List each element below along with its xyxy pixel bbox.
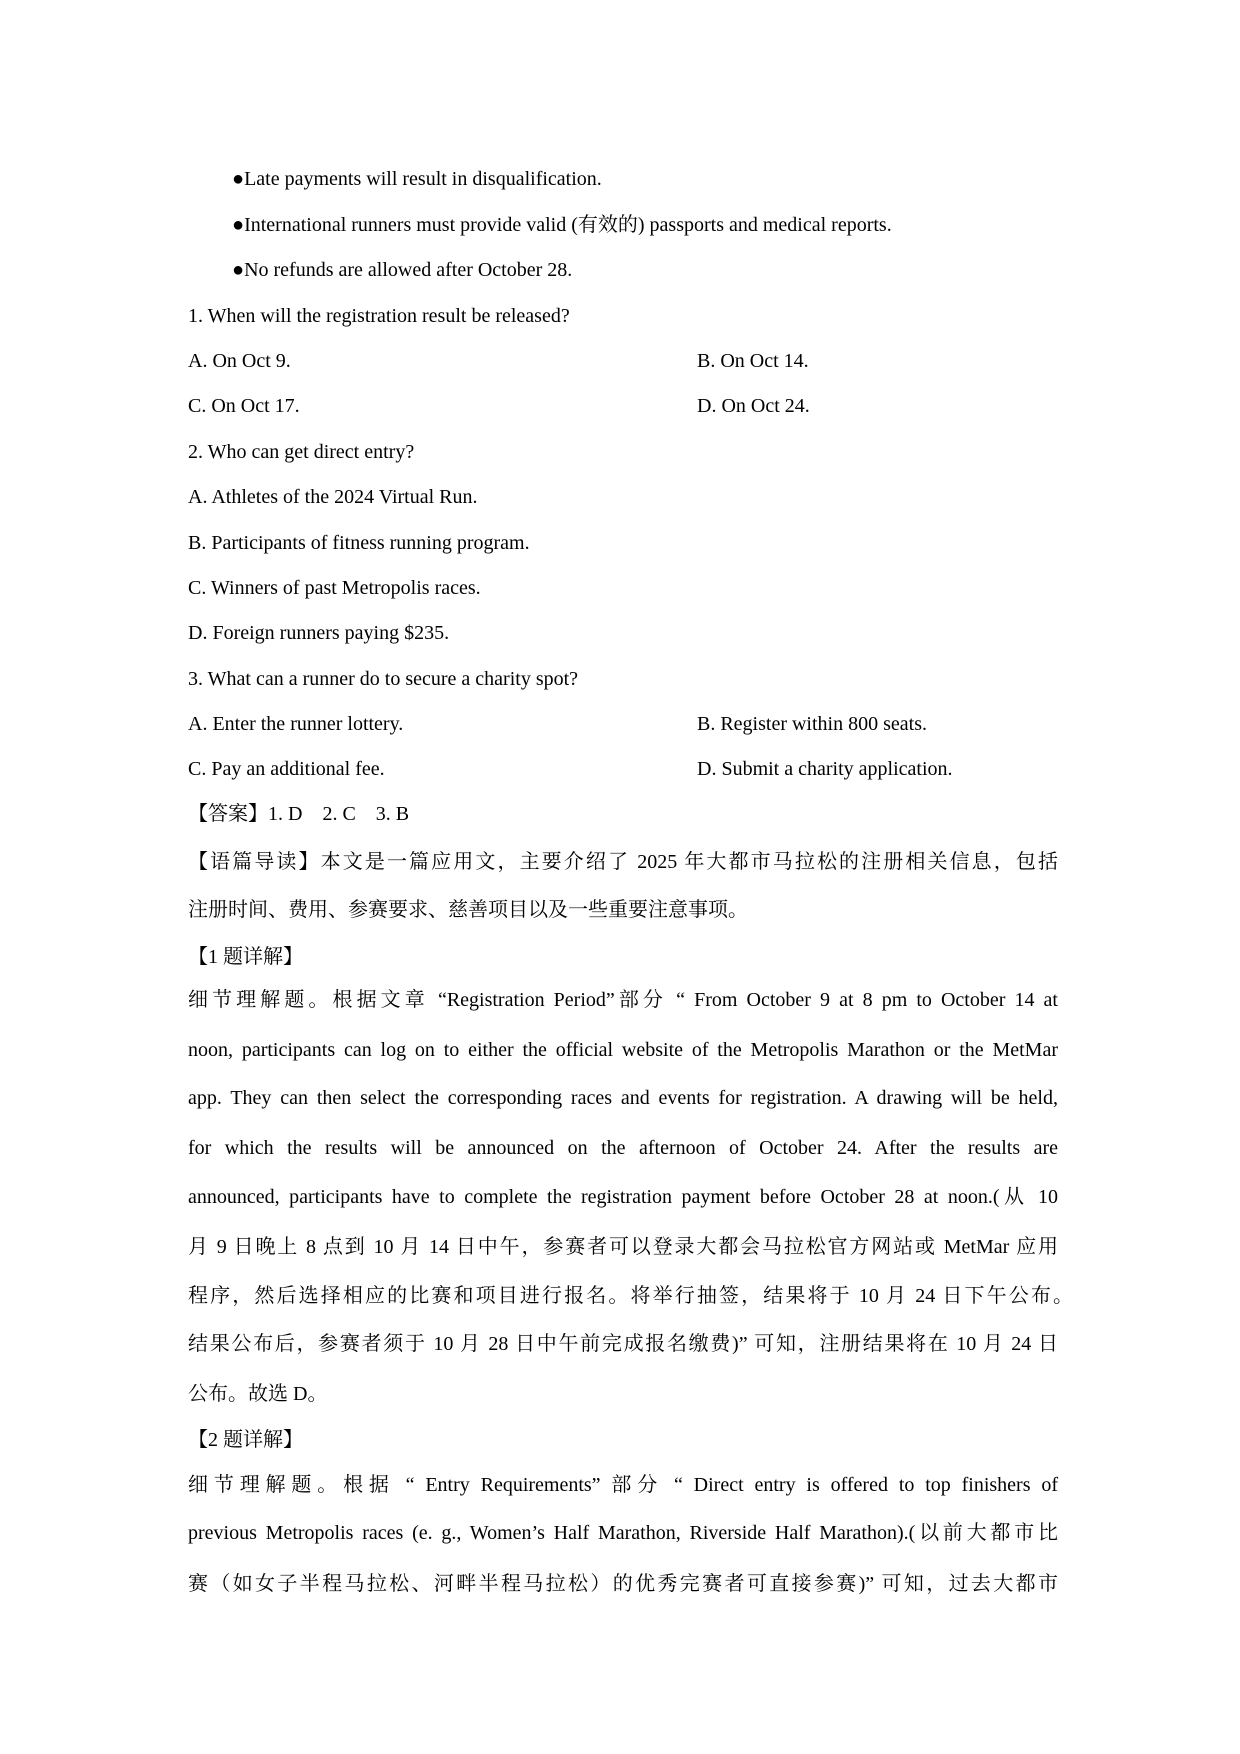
option: C. Winners of past Metropolis races. <box>188 577 481 599</box>
option: B. Participants of fitness running program. <box>188 532 530 554</box>
detail-line: app. They can then select the corresponding races and events for registration. A drawing will be held, <box>188 1087 1058 1109</box>
option: B. Register within 800 seats. <box>697 713 927 735</box>
option: A. Enter the runner lottery. <box>188 713 404 735</box>
option: A. On Oct 9. <box>188 350 291 372</box>
option: D. Foreign runners paying $235. <box>188 622 450 644</box>
detail-line: 细节理解题。根据 “ Entry Requirements” 部分 “ Direct entry is offered to top finishers of <box>188 1474 1058 1496</box>
note-item: ●Late payments will result in disqualification. <box>232 168 602 190</box>
option: B. On Oct 14. <box>697 350 809 372</box>
option: C. On Oct 17. <box>188 395 300 417</box>
detail-line: 公布。故选 D。 <box>188 1383 328 1405</box>
detail-line: previous Metropolis races (e. g., Women’s Half Marathon, Riverside Half Marathon).(以前大都市比 <box>188 1522 1058 1544</box>
question-stem: 1. When will the registration result be released? <box>188 305 570 327</box>
detail-heading: 【1 题详解】 <box>188 946 303 968</box>
detail-line: 结果公布后，参赛者须于 10 月 28 日中午前完成报名缴费)” 可知，注册结果将在 10 月 24 日 <box>188 1333 1058 1355</box>
detail-heading: 【2 题详解】 <box>188 1429 303 1451</box>
detail-line: 程序，然后选择相应的比赛和项目进行报名。将举行抽签，结果将于 10 月 24 日下午公布。 <box>188 1285 1073 1307</box>
detail-line: 赛（如女子半程马拉松、河畔半程马拉松）的优秀完赛者可直接参赛)” 可知，过去大都市 <box>188 1573 1058 1595</box>
option: C. Pay an additional fee. <box>188 758 385 780</box>
detail-line: 细节理解题。根据文章 “Registration Period”部分 “ From October 9 at 8 pm to October 14 at <box>188 989 1058 1011</box>
detail-line: 月 9 日晚上 8 点到 10 月 14 日中午，参赛者可以登录大都会马拉松官方网站或 MetMar 应用 <box>188 1236 1058 1258</box>
option: D. On Oct 24. <box>697 395 810 417</box>
detail-line: for which the results will be announced on the afternoon of October 24. After the results are <box>188 1137 1058 1159</box>
question-stem: 2. Who can get direct entry? <box>188 441 415 463</box>
answer-key: 【答案】1. D 2. C 3. B <box>188 803 410 825</box>
note-item: ●No refunds are allowed after October 28. <box>232 259 573 281</box>
guide-line: 【语篇导读】本文是一篇应用文，主要介绍了 2025 年大都市马拉松的注册相关信息，包括 <box>188 851 1058 873</box>
option: D. Submit a charity application. <box>697 758 953 780</box>
detail-line: announced, participants have to complete the registration payment before October 28 at noon.(从 10 <box>188 1186 1058 1208</box>
guide-line: 注册时间、费用、参赛要求、慈善项目以及一些重要注意事项。 <box>188 899 748 921</box>
option: A. Athletes of the 2024 Virtual Run. <box>188 486 478 508</box>
question-stem: 3. What can a runner do to secure a charity spot? <box>188 668 579 690</box>
detail-line: noon, participants can log on to either the official website of the Metropolis Marathon or the MetMar <box>188 1039 1058 1061</box>
note-item: ●International runners must provide valid (有效的) passports and medical reports. <box>232 214 892 236</box>
